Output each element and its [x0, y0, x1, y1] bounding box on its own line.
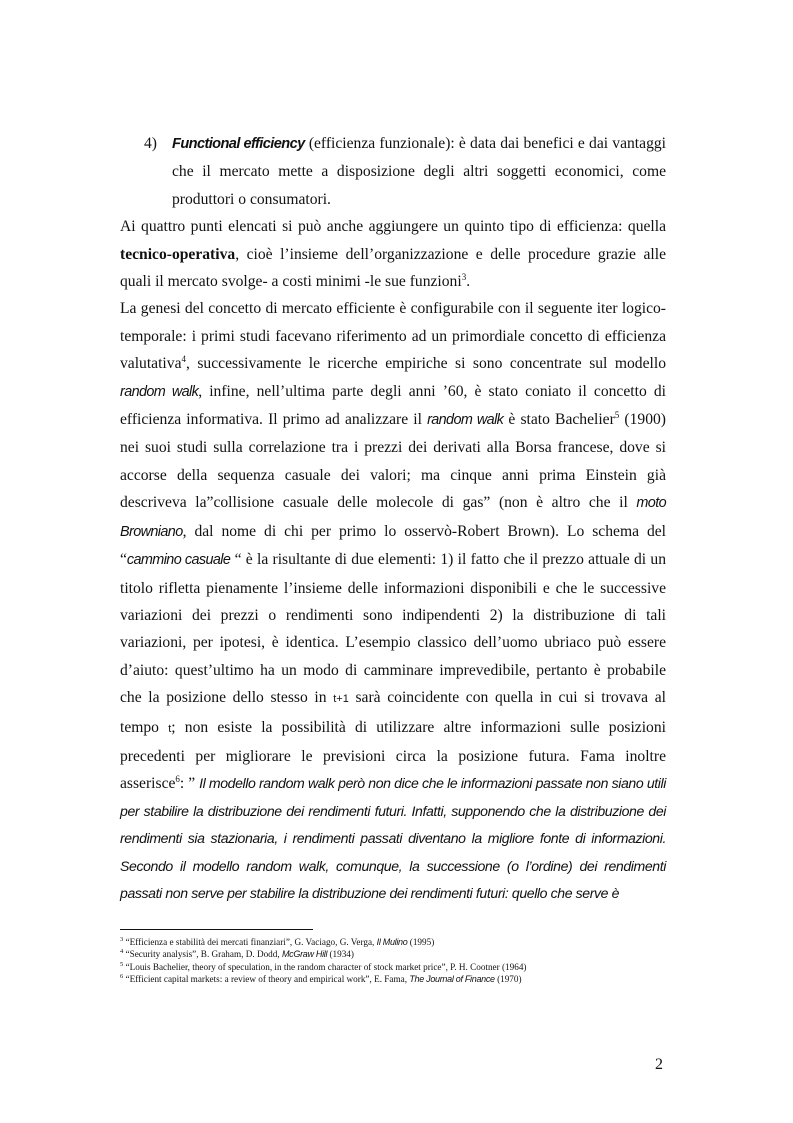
paragraph-2-text: : ” [179, 775, 200, 793]
paragraph-1-text: . [466, 273, 471, 291]
paragraph-1-text: Ai quattro punti elencati si può anche aggiungere un quinto tipo di efficienza: quella [120, 218, 666, 236]
list-item-term: Functional efficiency [172, 136, 305, 152]
body-text [120, 130, 666, 907]
footnote-ref-5[interactable]: 5 [614, 409, 620, 420]
paragraph-2-text: sarà coincidente con quella in cui si trovava al tempo [120, 689, 666, 736]
footnote-ref-3[interactable]: 3 [461, 271, 467, 282]
list-item-content [172, 130, 666, 213]
paragraph-2-text: , successivamente le ricerche empiriche si sono concentrate sul modello [185, 355, 666, 373]
paragraph-1-text: , cioè l’insieme dell’organizzazione e delle procedure grazie alle quali il mercato svolge- a costi minimi -le sue funzioni [120, 245, 666, 291]
paragraph-1 [120, 213, 666, 295]
list-item-text: (efficienza funzionale): è data dai benefici e dai vantaggi che il mercato mette a disposizione degli altri soggetti economici, come produttori o consumatori. [172, 135, 666, 208]
paragraph-2-text: ; non esiste la possibilità di utilizzare altre informazioni sulle posizioni precedenti per migliorare le previsioni circa la posizione futura. Fama inoltre asserisce [120, 718, 666, 793]
list-item-4 [120, 130, 666, 213]
footnote-number: 4 [120, 948, 124, 956]
paragraph-2-text: (1900) nei suoi studi sulla correlazione tra i prezzi dei derivati alla Borsa francese, dove si accorse della sequenza casuale dei valori; ma cinque anni prima Einstein già descriveva la”collisione casuale delle molecole di gas” (non è altro che il [120, 411, 666, 512]
footnote-italic: The Journal of Finance [409, 974, 495, 985]
footnote-text: (1995) [407, 937, 435, 947]
italic-term: random walk [120, 383, 199, 400]
footnote-divider [120, 929, 313, 930]
footnote-italic: Il Mulino [376, 937, 408, 947]
footnote-text: (1970) [494, 974, 522, 985]
paragraph-2-text: , dal nome di chi per primo lo osservò-Robert Brown). Lo schema del “ [120, 522, 666, 569]
footnote-text: “Louis Bachelier, theory of speculation, in the random character of stock market price”, P. H. Cootner (1964) [123, 961, 527, 972]
footnote-number: 5 [120, 960, 124, 968]
footnote-text: “Efficienza e stabilità dei mercati finanziari”, G. Vaciago, G. Verga, [123, 937, 377, 947]
footnote-6 [120, 973, 680, 985]
list-item-number: 4) [144, 135, 157, 152]
paragraph-2-text: è stato Bachelier [503, 411, 615, 429]
italic-term: moto Browniano [120, 495, 666, 540]
footnote-3 [120, 936, 680, 948]
footnote-number: 6 [120, 973, 124, 981]
footnote-4 [120, 948, 680, 960]
footnote-italic: McGraw Hill [281, 949, 328, 960]
footnotes [120, 936, 680, 986]
footnote-ref-4[interactable]: 4 [181, 354, 186, 365]
paragraph-2-text: La genesi del concetto di mercato efficiente è configurabile con il seguente iter logico-temporale: i primi studi facevano riferimento ad un primordiale concetto di efficienza valutativa [120, 300, 666, 373]
page-number: 2 [655, 1056, 663, 1073]
quotation: Il modello random walk però non dice che le informazioni passate non siano utili per stabilire la distribuzione dei rendimenti futuri. Infatti, supponendo che la distribuzione dei rendimenti sia stazionaria, i rendimenti passati diventano la migliore fonte di informazioni. Secondo il modello random walk, comunque, la successione (o l’ordine) dei rendimenti passati non serve per stabilire la distribuzione dei rendimenti futuri: quello che serve è [120, 775, 666, 901]
math-term: t+1 [333, 693, 349, 706]
paragraph-2-text: , infine, nell’ultima parte degli anni ’60, è stato coniato il concetto di efficienza informativa. Il primo ad analizzare il [120, 382, 666, 429]
footnote-text: “Efficient capital markets: a review of theory and empirical work”, E. Fama, [123, 974, 410, 985]
footnote-text: (1934) [327, 949, 354, 960]
paragraph-2-text: “ è la risultante di due elementi: 1) il fatto che il prezzo attuale di un titolo rifletta pienamente l’insieme delle informazioni disponibili e che le successive variazioni dei prezzi o rendimenti sono indipendenti 2) la distribuzione di tali variazioni, per ipotesi, è identica. L’esempio classico dell’uomo ubriaco può essere d’aiuto: quest’ultimo ha un modo di camminare imprevedibile, pertanto è probabile che la posizione dello stesso in [120, 551, 667, 707]
math-term: t [168, 722, 172, 735]
italic-term: random walk [427, 412, 504, 429]
footnote-5 [120, 961, 680, 973]
footnote-text: “Security analysis”, B. Graham, D. Dodd, [123, 949, 282, 960]
italic-term: cammino casuale [126, 552, 231, 569]
bold-term: tecnico-operativa [120, 245, 236, 263]
footnote-ref-6[interactable]: 6 [175, 774, 180, 785]
footnote-number: 3 [120, 935, 124, 943]
paragraph-2 [120, 295, 666, 907]
